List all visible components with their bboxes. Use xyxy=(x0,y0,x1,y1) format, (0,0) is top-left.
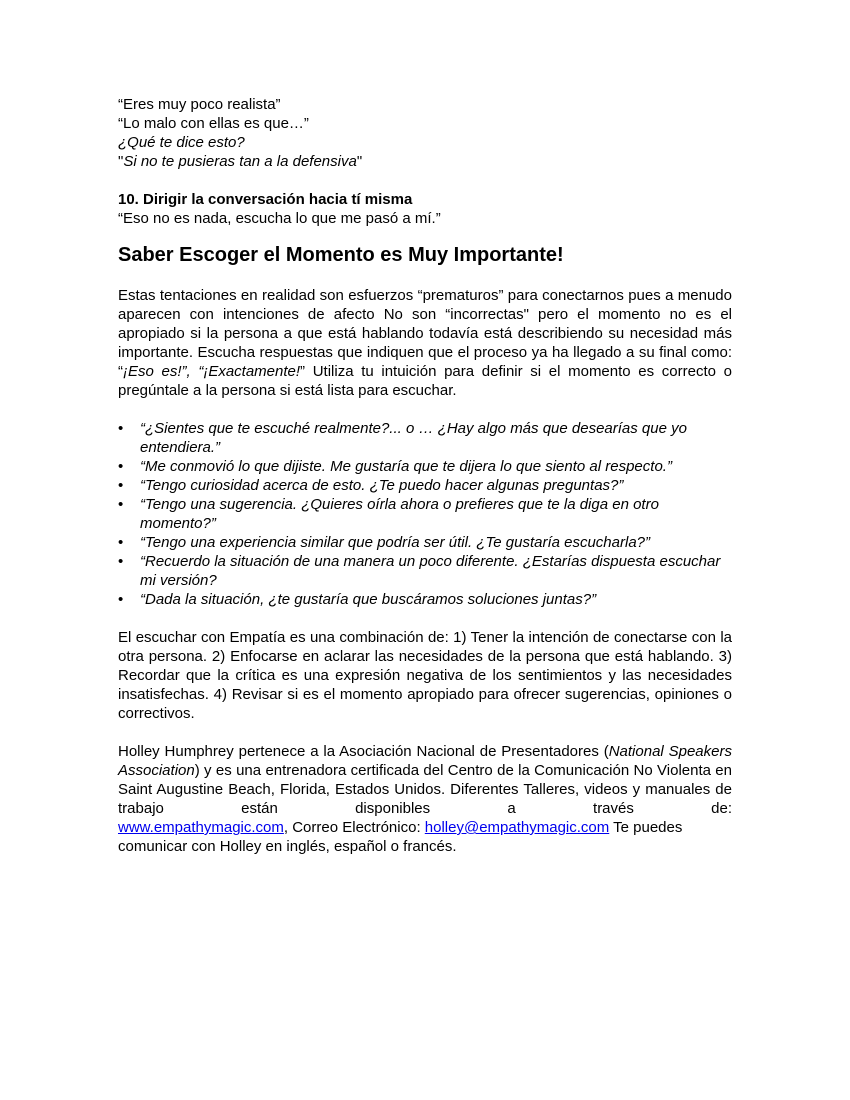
list-item: • “Tengo una sugerencia. ¿Quieres oírla ahora o prefieres que te la diga en otro momento?” xyxy=(118,496,659,532)
intro-paragraph: Estas tentaciones en realidad son esfuerzos “prematuros” para conectarnos pues a menudo aparecen con intenciones de afecto No son “incorrectas" pero el momento no es el apropiado si la persona a que está hablando todavía está describiendo su necesidad más importante. Escucha respuestas que indiquen que el proceso ya ha llegado a su final como: “¡Eso es!”, “¡Exactamente!” Utiliza tu intuición para definir si el momento es correcto o pregúntale a la persona si está lista para escuchar. xyxy=(118,287,732,399)
section-heading: 10. Dirigir la conversación hacia tí misma xyxy=(118,191,413,208)
section-title: Saber Escoger el Momento es Muy Importante! xyxy=(118,244,564,266)
bullet-icon: • xyxy=(118,553,124,570)
bullet-icon: • xyxy=(118,496,124,513)
list-item: • “Recuerdo la situación de una manera un poco diferente. ¿Estarías dispuesta escuchar mi versión? xyxy=(118,553,721,589)
bullet-list xyxy=(118,419,732,609)
quote-line: “Lo malo con ellas es que…” xyxy=(118,115,309,132)
quote-line: ¿Qué te dice esto? xyxy=(118,134,245,151)
list-item: • “Tengo una experiencia similar que podría ser útil. ¿Te gustaría escucharla?” xyxy=(118,534,650,551)
contact-paragraph: www.empathymagic.com, Correo Electrónico: holley@empathymagic.com Te puedes comunicar con Holley en inglés, español o francés. xyxy=(118,819,683,855)
list-item: • “Dada la situación, ¿te gustaría que buscáramos soluciones juntas?” xyxy=(118,591,597,608)
email-link[interactable]: holley@empathymagic.com xyxy=(424,819,610,836)
bullet-icon: • xyxy=(118,477,124,494)
list-item: • “Tengo curiosidad acerca de esto. ¿Te puedo hacer algunas preguntas?” xyxy=(118,477,624,494)
summary-paragraph: El escuchar con Empatía es una combinación de: 1) Tener la intención de conectarse con la otra persona. 2) Enfocarse en aclarar las necesidades de la persona que está hablando. 3) Recordar que la crítica es una expresión negativa de los sentimientos y las necesidades insatisfechas. 4) Revisar si es el momento apropiado para ofrecer sugerencias, opiniones o correctivos. xyxy=(118,629,732,722)
bullet-icon: • xyxy=(118,591,124,608)
section-quote: “Eso no es nada, escucha lo que me pasó a mí.” xyxy=(118,210,441,227)
website-link[interactable]: www.empathymagic.com xyxy=(118,819,284,836)
bullet-icon: • xyxy=(118,420,124,437)
bio-paragraph: Holley Humphrey pertenece a la Asociación Nacional de Presentadores (National Speakers Association) y es una entrenadora certificada del Centro de la Comunicación No Violenta en Saint Augustine Beach, Florida, Estados Unidos. Diferentes Talleres, videos y manuales de trabajo están disponibles a través de: xyxy=(118,743,732,817)
quote-line: “Eres muy poco realista” xyxy=(118,96,281,113)
document-page xyxy=(118,95,732,856)
bullet-icon: • xyxy=(118,534,124,551)
list-item: • “¿Sientes que te escuché realmente?... o … ¿Hay algo más que desearías que yo entendiera.” xyxy=(118,420,687,456)
bullet-icon: • xyxy=(118,458,124,475)
quote-line: "Si no te pusieras tan a la defensiva" xyxy=(118,153,363,170)
list-item: • “Me conmovió lo que dijiste. Me gustaría que te dijera lo que siento al respecto.” xyxy=(118,458,672,475)
